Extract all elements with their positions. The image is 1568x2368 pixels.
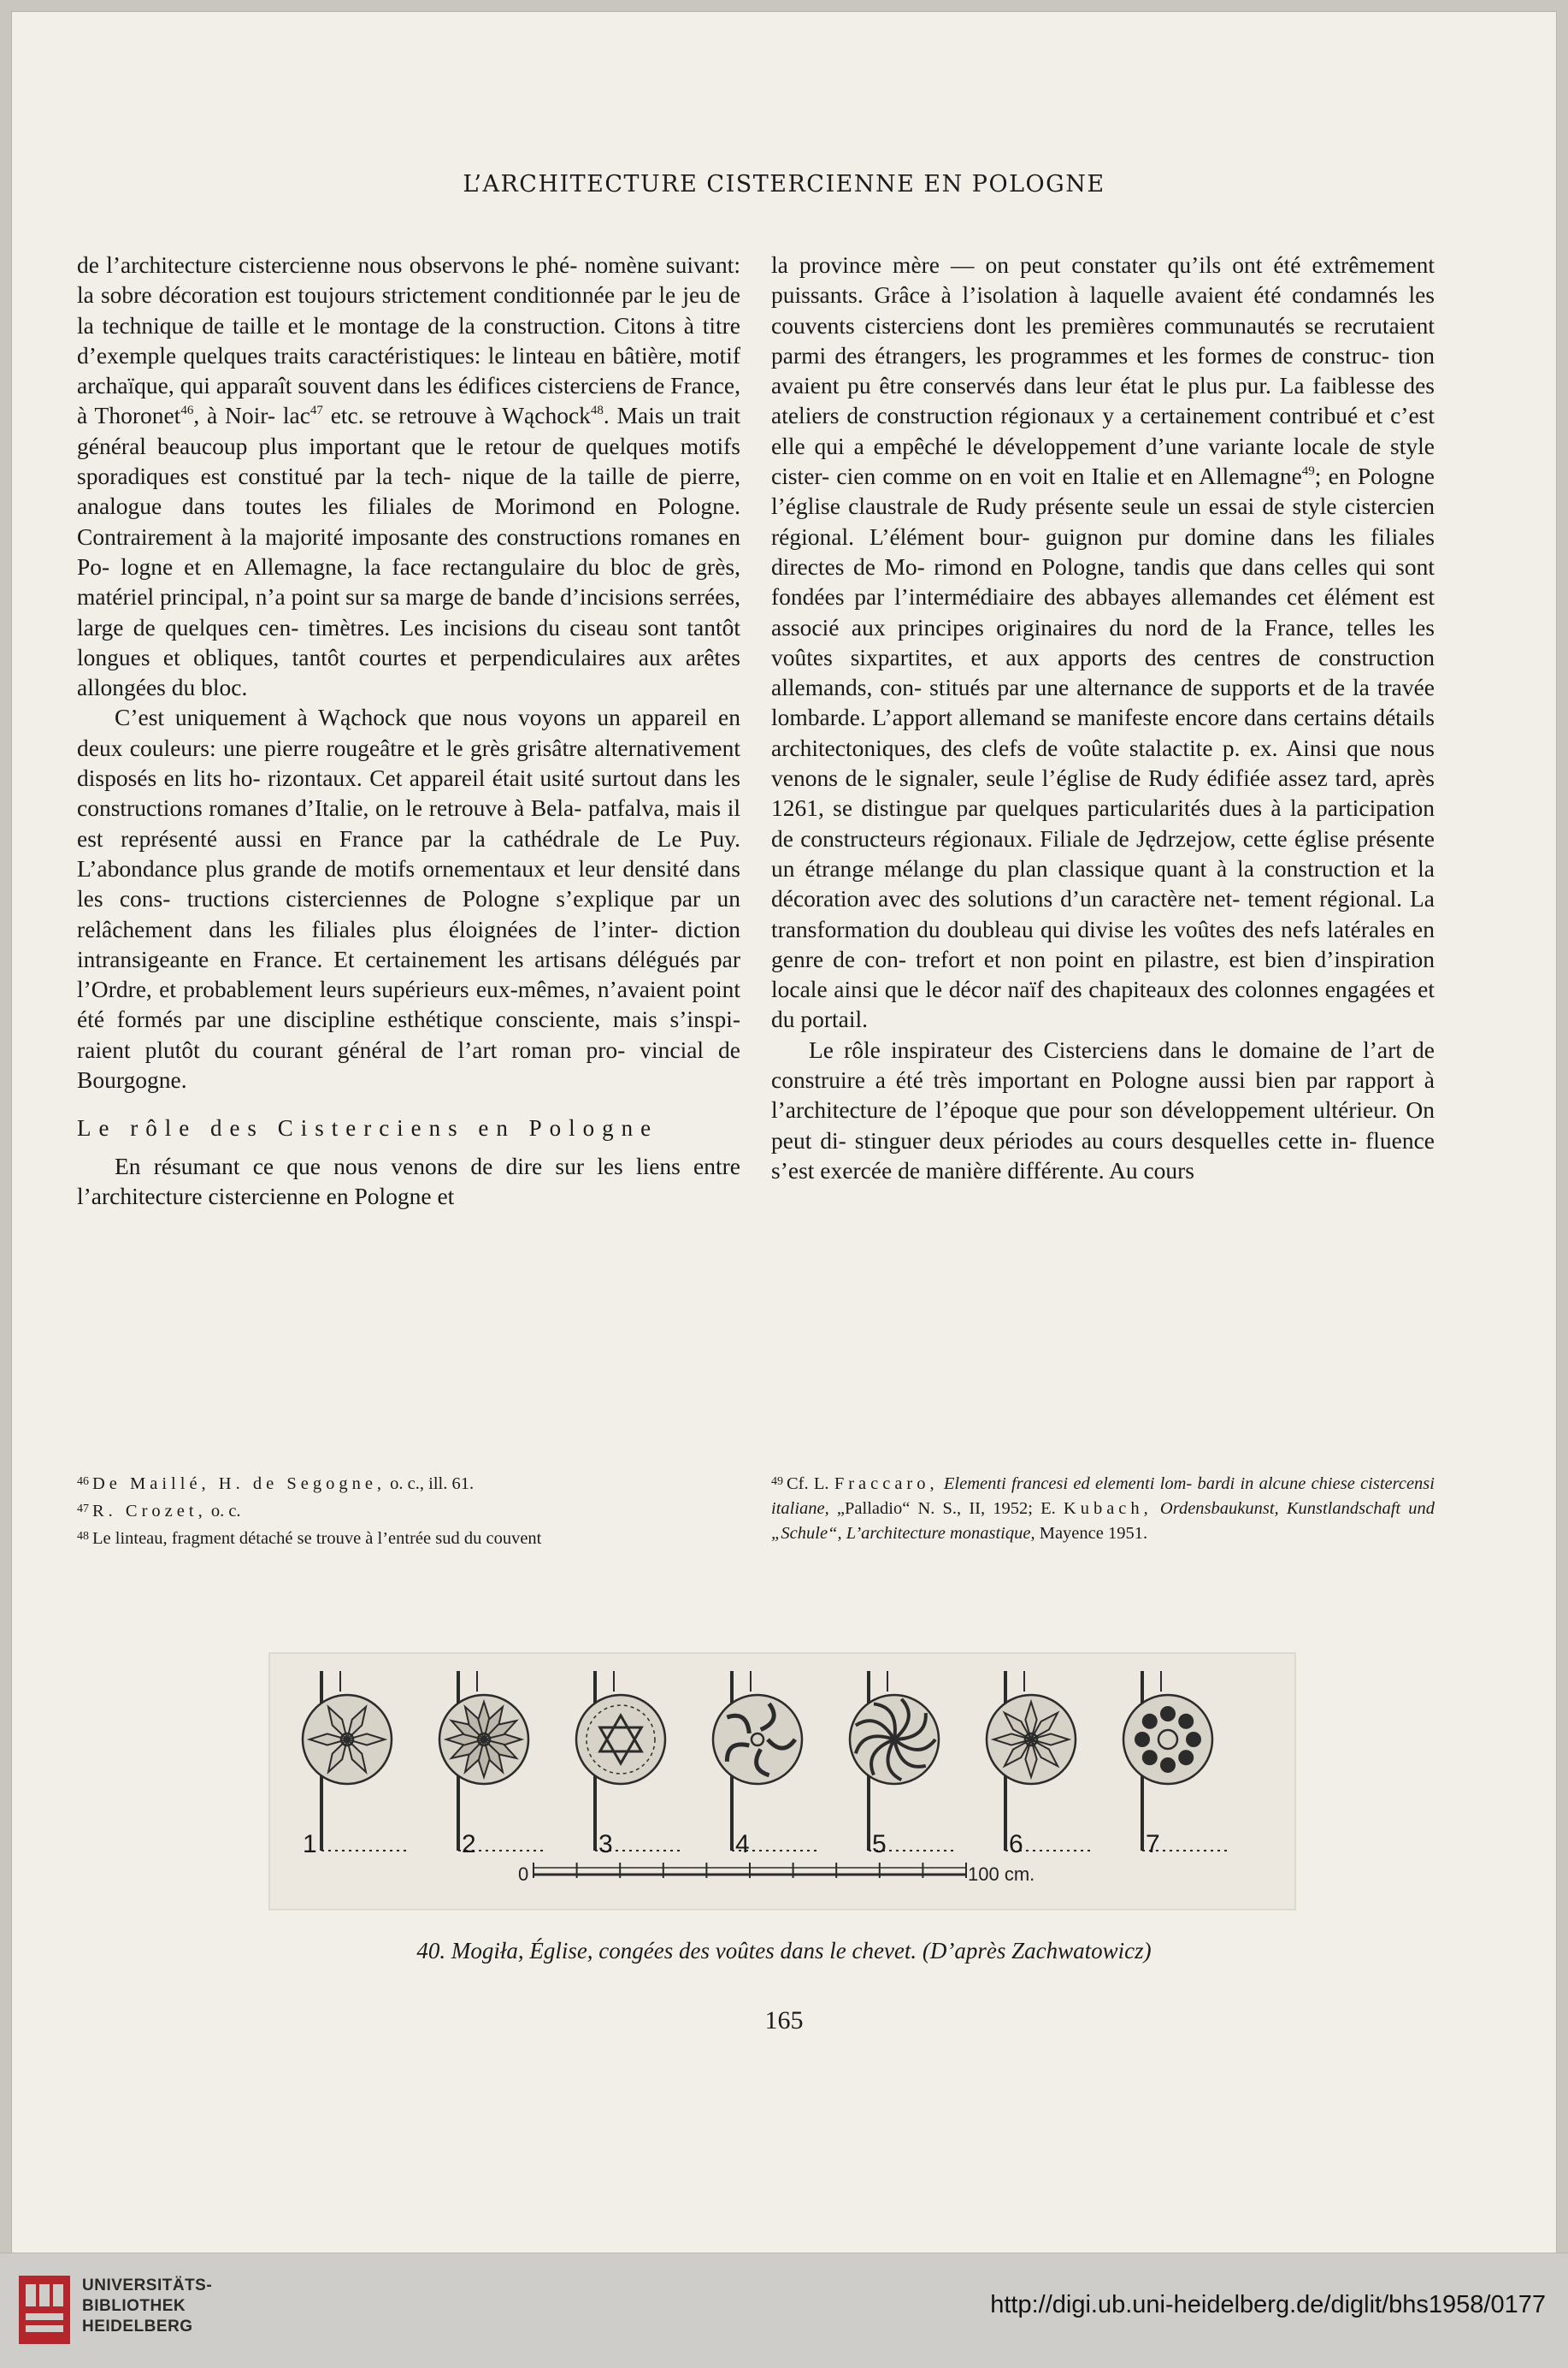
footnotes-right [771,1469,1435,1546]
figure-drawing [270,1654,1294,1909]
text-run: . Mais un trait général beaucoup plus important que le retour de quelques motifs sporadiques est constitué par la tech- nique de la taille de pierre, analogue dans toutes les filiales de Morimond en Pologne. Contrairement à la majorité imposante des constructions romanes en Po- logne et en Allemagne, la face rectangulaire du bloc de grès, matériel principal, n’a point sur sa marge de bande d’incisions serrées, large de quelques cen- timètres. Les incisions du ciseau sont tantôt longues et obliques, tantôt courtes et perpendiculaires aux arêtes allongées du bloc. [77,402,740,701]
left-paragraph-3: En résumant ce que nous venons de dire sur les liens entre l’architecture cistercienne en Pologne et [77,1152,740,1209]
corbel-panel-7 [1123,1671,1228,1858]
footnote-title: Ordensbaukunst, Kunstlandschaft und „Schule“, L’architecture monastique, [771,1499,1435,1543]
footnote-author: R. Crozet, [92,1502,207,1521]
figure-vault-corbels [268,1652,1296,1910]
panel-number-1: 1 [303,1830,317,1858]
footnote-number: 46 [77,1475,89,1488]
text-run: de l’architecture cistercienne nous observons le phé- nomène suivant: la sobre décoration est toujours strictement conditionnée par le jeu de la technique de taille et le montage de la construction. Citons à titre d’exemple quelques traits caractéristiques: le linteau en bâtière, motif archaïque, qui apparaît souvent dans les édifices cisterciens de France, à Thoronet [77,251,740,429]
running-head: L’ARCHITECTURE CISTERCIENNE EN POLOGNE [463,171,1105,198]
footnote-46 [77,1469,740,1497]
corbel-panel-3 [576,1671,681,1858]
panel-number-7: 7 [1146,1830,1160,1858]
footnote-author: Kubach, [1063,1499,1152,1518]
footer-bar [0,2253,1568,2368]
footnote-49 [771,1469,1435,1546]
footnote-text: o. c. [206,1502,241,1521]
footnote-author: De Maillé, H. de Segogne, [92,1474,386,1493]
footnote-author: Fraccaro, [834,1474,939,1493]
footnotes-left [77,1469,740,1551]
scale-label-end: 100 cm. [968,1863,1035,1885]
footnote-text: Mayence 1951. [1035,1524,1148,1543]
right-paragraph-1 [771,250,1435,1035]
right-paragraph-2: Le rôle inspirateur des Cisterciens dans le domaine de l’art de construire a été très important en Pologne aussi bien par rapport à l’architecture de l’époque que pour son développement ultérieur. On peut di- stinguer deux périodes au cours desquelles cette in- fluence s’est exercée de manière différente. Au cours [771,1036,1435,1184]
library-logo-icon [17,2274,72,2346]
page-number: 165 [764,2006,804,2034]
text-run: la province mère — on peut constater qu’ils ont été extrêmement puissants. Grâce à l’isolation à laquelle avaient été condamnés les couvents cisterciens dont les premières communautés se recrutaient parmi des étrangers, les programmes et les formes de construc- tion avaient pu être conservés dans leur état le plus pur. La faiblesse des ateliers de construction régionaux y a certainement contribué et c’est elle qui a empêché le développement d’une variante locale de style cister- cien comme on en voit en Italie et en Allemagne [771,251,1435,490]
institution-line: BIBLIOTHEK [82,2297,186,2315]
left-paragraph-2: C’est uniquement à Wąchock que nous voyons un appareil en deux couleurs: une pierre rougeâtre et le grès grisâtre alternativement disposés en lits ho- rizontaux. Cet appareil était usité surtout dans les constructions romanes d’Italie, on le retrouve à Bela- patfalva, mais il est représenté aussi en France par la cathédrale de Le Puy. L’abondance plus grande de motifs ornementaux et leur densité dans les cons- tructions cisterciennes de Pologne s’explique par un relâchement dans les filiales plus éloignées de l’inter- diction intransigeante en France. Et certainement les artisans délégués par l’Ordre, et probablement leurs supérieurs eux-mêmes, n’avaient point été formés par une discipline esthétique consciente, mais s’inspi- raient plutôt du courant général de l’art roman pro- vincial de Bourgogne. [77,704,740,1094]
figure-caption: 40. Mogiła, Église, congées des voûtes dans le chevet. (D’après Zachwatowicz) [416,1938,1152,1963]
corbel-panel-4 [713,1671,817,1858]
footnote-number: 48 [77,1530,89,1543]
footnote-48 [77,1524,740,1551]
footnote-ref-47[interactable]: 47 [309,404,323,418]
scanned-page [12,12,1556,2253]
text-run: ; en Pologne l’église claustrale de Rudy présente seule un essai de style cistercien régional. L’élément bour- guignon pur domine dans les filiales directes de Mo- rimond en Pologne, tandis que dans celles qui sont fondées par l’intermédiaire des abbayes allemandes cet élément est associé aux principes originaires du nord de la France, telles les voûtes sixpartites, et aux apports des centres de construction allemands, con- stitués par une alternance de supports et de la travée lombarde. L’apport allemand se manifeste encore dans certains détails architectoniques, des clefs de voûte stalactite p. ex. Ainsi que nous venons de le signaler, seule l’église de Rudy édifiée assez tard, après 1261, se distingue par quelques particularités dues à la participation de constructeurs régionaux. Filiale de Jędrzejow, cette église présente un étrange mélange du plan classique quant à la construction et la décoration avec des solutions d’un caractère net- tement régional. La transformation du doubleau qui divise les voûtes des nefs latérales en genre de con- trefort et non point en pilastre, est bien d’inspiration locale ainsi que le décor naïf des chapiteaux des colonnes engagées et du portail. [771,463,1435,1033]
footnote-text: o. c., ill. 61. [386,1474,475,1493]
institution-line: UNIVERSITÄTS- [82,2276,213,2294]
source-url-link[interactable]: http://digi.ub.uni-heidelberg.de/diglit/bhs1958/0177 [990,2291,1546,2318]
institution-name [82,2276,212,2337]
footnote-ref-48[interactable]: 48 [590,404,604,418]
footnote-text: Cf. L. [787,1474,834,1493]
footnote-text: „Palladio“ N. S., II, 1952; E. [828,1499,1064,1518]
left-paragraph-1 [77,250,740,702]
text-run: , à Noir- lac [193,402,310,429]
footnote-ref-49[interactable]: 49 [1301,464,1315,479]
footnote-number: 47 [77,1503,89,1515]
panel-number-6: 6 [1009,1830,1023,1858]
corbel-panel-1 [303,1671,407,1858]
left-column [77,250,740,1211]
panel-number-4: 4 [735,1830,750,1858]
scale-bar [533,1863,966,1878]
panel-number-3: 3 [598,1830,613,1858]
corbel-panel-2 [439,1671,544,1858]
institution-line: HEIDELBERG [82,2318,193,2336]
panel-number-2: 2 [462,1830,476,1858]
footnote-number: 49 [771,1475,783,1488]
corbel-panel-5 [850,1671,954,1858]
text-run: etc. se retrouve à Wąchock [322,402,591,429]
footnote-text: Le linteau, fragment détaché se trouve à l’entrée sud du couvent [92,1529,542,1548]
footnote-title: Elementi francesi ed elementi lom- bardi in alcune chiese cistercensi italiane, [771,1474,1435,1518]
panel-number-5: 5 [872,1830,887,1858]
scale-label-start: 0 [518,1863,529,1885]
footnote-47 [77,1497,740,1524]
corbel-panel-6 [987,1671,1091,1858]
section-heading: Le rôle des Cisterciens en Pologne [77,1115,659,1142]
right-column [771,250,1435,1185]
footnote-ref-46[interactable]: 46 [180,404,194,418]
